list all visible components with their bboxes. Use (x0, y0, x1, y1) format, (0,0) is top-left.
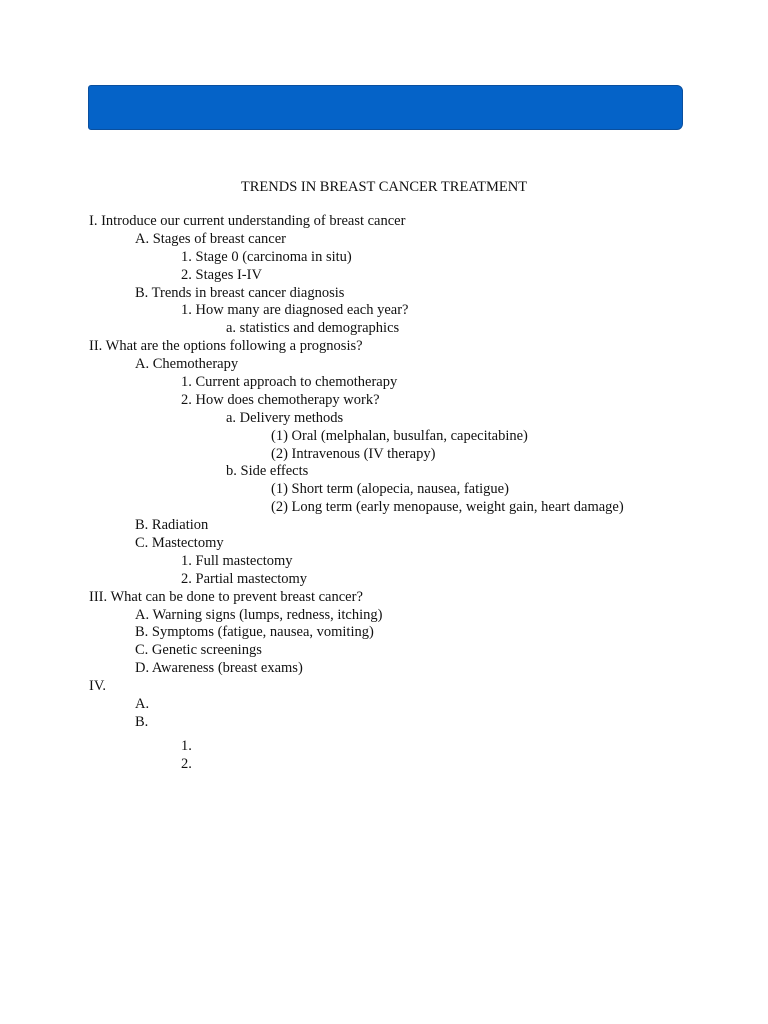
outline-item-text: a. Delivery methods (226, 409, 344, 426)
header-bar (88, 85, 683, 130)
outline-item-level-2 (0, 267, 768, 285)
outline-item-text: B. Trends in breast cancer diagnosis (135, 284, 345, 301)
outline-item-text: III. What can be done to prevent breast cancer? (89, 588, 363, 605)
outline-item-text: (1) Short term (alopecia, nausea, fatigue) (271, 481, 509, 498)
outline-item-text: B. Symptoms (fatigue, nausea, vomiting) (135, 624, 374, 641)
outline-item-level-2 (0, 571, 768, 589)
document-title: TRENDS IN BREAST CANCER TREATMENT (240, 179, 528, 195)
outline-item-level-1 (0, 517, 768, 535)
outline-item-level-4 (0, 428, 768, 446)
outline-item-level-4 (0, 499, 768, 517)
outline-item-text: 1. Current approach to chemotherapy (181, 374, 398, 391)
outline-item-text: D. Awareness (breast exams) (135, 660, 303, 677)
outline-item-text: B. (135, 713, 149, 730)
outline-item-level-1 (0, 660, 768, 678)
outline-item-text: (2) Long term (early menopause, weight gain, heart damage) (271, 499, 624, 516)
outline-item-text: (2) Intravenous (IV therapy) (271, 445, 436, 462)
outline-item-text: IV. (89, 678, 107, 695)
outline-item-level-3 (0, 320, 768, 338)
outline-item-level-1 (0, 642, 768, 660)
outline-item-level-2 (0, 553, 768, 571)
outline-item-text: 1. Stage 0 (carcinoma in situ) (181, 248, 352, 265)
outline-item-text: 1. Full mastectomy (181, 552, 293, 569)
outline-item-text: C. Mastectomy (135, 535, 224, 552)
outline-item-text: a. statistics and demographics (226, 320, 400, 337)
outline-item-level-2 (0, 249, 768, 267)
outline-item-level-2 (0, 756, 768, 774)
outline-item-text: A. Stages of breast cancer (135, 230, 286, 247)
outline-item-level-0 (0, 213, 768, 231)
outline-item-level-1 (0, 535, 768, 553)
outline-item-level-2 (0, 374, 768, 392)
outline-item-text: A. (135, 696, 150, 713)
outline-item-text: 1. (181, 737, 192, 754)
outline-item-text: C. Genetic screenings (135, 642, 262, 659)
outline-item-level-0 (0, 678, 768, 696)
outline-item-text: 2. (181, 755, 192, 772)
outline-item-level-4 (0, 446, 768, 464)
outline-item-level-2 (0, 302, 768, 320)
outline-item-text: A. Chemotherapy (135, 356, 239, 373)
outline-item-level-1 (0, 714, 768, 732)
outline-item-text: b. Side effects (226, 463, 309, 480)
outline-item-level-1 (0, 696, 768, 714)
outline-item-text: 2. How does chemotherapy work? (181, 391, 380, 408)
outline-item-level-2 (0, 392, 768, 410)
outline-item-level-3 (0, 463, 768, 481)
outline-item-level-0 (0, 589, 768, 607)
outline-item-level-3 (0, 410, 768, 428)
outline-item-text: (1) Oral (melphalan, busulfan, capecitabine) (271, 427, 528, 444)
outline-list (0, 213, 768, 774)
outline-item-level-2 (0, 738, 768, 756)
outline-item-text: II. What are the options following a prognosis? (89, 338, 363, 355)
outline-item-level-1 (0, 607, 768, 625)
outline-item-text: 1. How many are diagnosed each year? (181, 302, 409, 319)
outline-item-text: 2. Stages I-IV (181, 266, 262, 283)
outline-item-level-0 (0, 338, 768, 356)
outline-item-level-1 (0, 231, 768, 249)
outline-item-text: B. Radiation (135, 517, 209, 534)
outline-item-level-1 (0, 624, 768, 642)
outline-item-level-4 (0, 481, 768, 499)
outline-item-text: I. Introduce our current understanding of breast cancer (89, 213, 406, 229)
outline-item-level-1 (0, 356, 768, 374)
outline-item-level-1 (0, 285, 768, 303)
outline-item-text: 2. Partial mastectomy (181, 570, 308, 587)
outline-item-text: A. Warning signs (lumps, redness, itching) (135, 606, 383, 623)
